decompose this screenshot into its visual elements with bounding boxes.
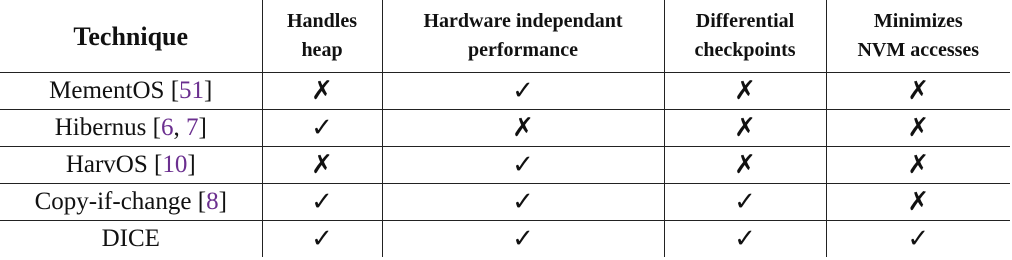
minimizes-nvm-cell bbox=[826, 184, 1010, 221]
citation-open: [ bbox=[146, 114, 161, 141]
technique-cell bbox=[0, 73, 262, 110]
citation-close: ] bbox=[187, 151, 196, 178]
header-minimizes-nvm bbox=[826, 0, 1010, 73]
citation-close: ] bbox=[198, 114, 207, 141]
header-handles-heap-line-2: heap bbox=[301, 39, 343, 61]
citation-separator: , bbox=[173, 114, 186, 141]
header-differential-line-1: Differential bbox=[695, 10, 795, 32]
header-hardware-independent bbox=[382, 0, 664, 73]
citation-open: [ bbox=[191, 188, 207, 215]
differential-cell bbox=[664, 184, 826, 221]
header-hardware-independent-line-2: performance bbox=[468, 39, 578, 61]
technique-cell bbox=[0, 221, 262, 258]
minimizes-nvm-cell bbox=[826, 110, 1010, 147]
check-mark-icon: ✓ bbox=[907, 223, 930, 254]
cross-mark-icon: ✗ bbox=[907, 149, 930, 180]
cross-mark-icon: ✗ bbox=[907, 186, 930, 217]
table-row bbox=[0, 73, 1010, 110]
cross-mark-icon: ✗ bbox=[311, 75, 333, 106]
technique-cell bbox=[0, 147, 262, 184]
differential-cell bbox=[664, 147, 826, 184]
citation-link[interactable]: 51 bbox=[179, 77, 205, 104]
check-mark-icon: ✓ bbox=[512, 186, 534, 217]
check-mark-icon: ✓ bbox=[512, 223, 534, 254]
header-minimizes-nvm-line-2: NVM accesses bbox=[857, 39, 980, 61]
check-mark-icon: ✓ bbox=[311, 223, 333, 254]
minimizes-nvm-cell bbox=[826, 73, 1010, 110]
technique-name: MementOS bbox=[49, 77, 165, 104]
technique-cell bbox=[0, 110, 262, 147]
cross-mark-icon: ✗ bbox=[734, 149, 756, 180]
check-mark-icon: ✓ bbox=[512, 149, 534, 180]
differential-cell bbox=[664, 73, 826, 110]
minimizes-nvm-cell bbox=[826, 147, 1010, 184]
minimizes-nvm-cell bbox=[826, 221, 1010, 258]
handles-heap-cell bbox=[262, 221, 382, 258]
handles-heap-cell bbox=[262, 184, 382, 221]
check-mark-icon: ✓ bbox=[311, 112, 333, 143]
citation-close: ] bbox=[218, 188, 227, 215]
hardware-independent-cell bbox=[382, 147, 664, 184]
differential-cell bbox=[664, 110, 826, 147]
technique-name: HarvOS bbox=[65, 151, 148, 178]
check-mark-icon: ✓ bbox=[734, 186, 756, 217]
header-hardware-independent-line-1: Hardware independant bbox=[423, 10, 623, 32]
cross-mark-icon: ✗ bbox=[512, 112, 534, 143]
handles-heap-cell bbox=[262, 73, 382, 110]
citation-link[interactable]: 7 bbox=[185, 114, 199, 141]
table-row bbox=[0, 184, 1010, 221]
hardware-independent-cell bbox=[382, 110, 664, 147]
citation-link[interactable]: 8 bbox=[206, 188, 219, 215]
table-row bbox=[0, 221, 1010, 258]
header-row bbox=[0, 0, 1010, 73]
cross-mark-icon: ✗ bbox=[734, 112, 756, 143]
cross-mark-icon: ✗ bbox=[907, 75, 930, 106]
technique-name: Copy-if-change bbox=[34, 188, 192, 215]
citation-close: ] bbox=[204, 77, 213, 104]
check-mark-icon: ✓ bbox=[512, 75, 534, 106]
citation-open: [ bbox=[147, 151, 163, 178]
technique-name: DICE bbox=[101, 225, 160, 252]
table-row bbox=[0, 147, 1010, 184]
check-mark-icon: ✓ bbox=[311, 186, 333, 217]
header-differential-checkpoints bbox=[664, 0, 826, 73]
header-differential-line-2: checkpoints bbox=[694, 39, 796, 61]
technique-name: Hibernus bbox=[54, 114, 147, 141]
differential-cell bbox=[664, 221, 826, 258]
cross-mark-icon: ✗ bbox=[907, 112, 930, 143]
check-mark-icon: ✓ bbox=[734, 223, 756, 254]
hardware-independent-cell bbox=[382, 221, 664, 258]
header-minimizes-nvm-line-1: Minimizes bbox=[873, 10, 963, 32]
table-row bbox=[0, 110, 1010, 147]
table-body bbox=[0, 73, 1010, 258]
cross-mark-icon: ✗ bbox=[734, 75, 756, 106]
header-handles-heap-line-1: Handles bbox=[286, 10, 358, 32]
cross-mark-icon: ✗ bbox=[311, 149, 333, 180]
citation-link[interactable]: 6 bbox=[160, 114, 174, 141]
hardware-independent-cell bbox=[382, 73, 664, 110]
handles-heap-cell bbox=[262, 110, 382, 147]
header-handles-heap bbox=[262, 0, 382, 73]
citation-open: [ bbox=[164, 77, 180, 104]
technique-cell bbox=[0, 184, 262, 221]
hardware-independent-cell bbox=[382, 184, 664, 221]
handles-heap-cell bbox=[262, 147, 382, 184]
header-technique: Technique bbox=[0, 0, 262, 73]
citation-link[interactable]: 10 bbox=[162, 151, 188, 178]
table-header bbox=[0, 0, 1010, 73]
